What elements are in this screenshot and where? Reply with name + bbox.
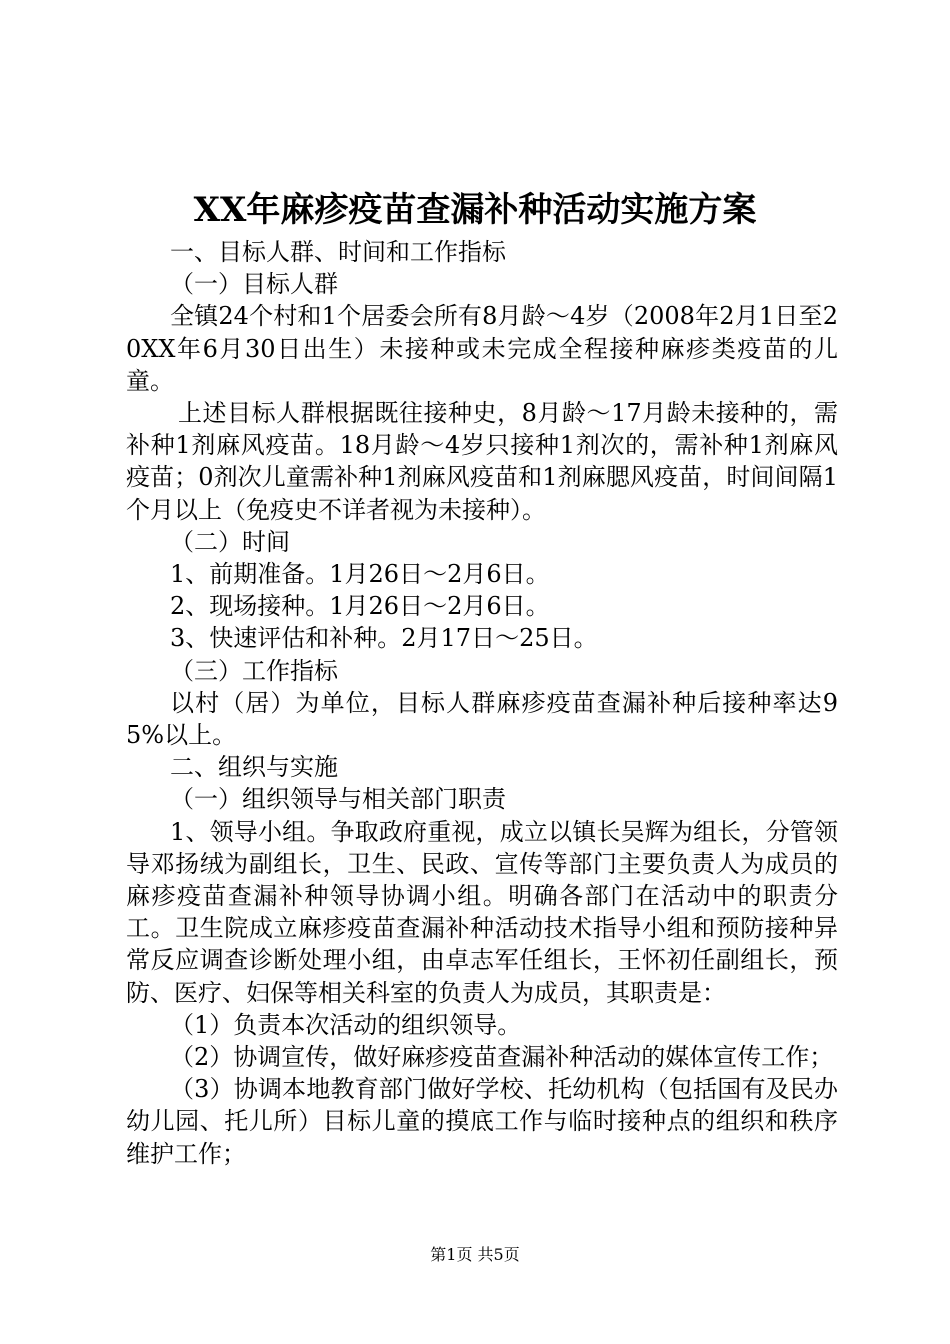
paragraph-leadership-group: 1、领导小组。争取政府重视，成立以镇长吴辉为组长，分管领导邓扬绒为副组长，卫生、民政、宣传等部门主要负责人为成员的麻疹疫苗查漏补种领导协调小组。明确各部门在活动中的职责分工。卫生院成立麻疹疫苗查漏补种活动技术指导小组和预防接种异常反应调查诊断处理小组，由卓志军任组长，王怀初任副组长，预防、医疗、妇保等相关科室的负责人为成员，其职责是：	[126, 817, 838, 1007]
section-heading-1: 一、目标人群、时间和工作指标	[170, 238, 506, 266]
document-title: XX年麻疹疫苗查漏补种活动实施方案	[193, 190, 757, 230]
paragraph-work-indicators: 以村（居）为单位，目标人群麻疹疫苗查漏补种后接种率达95%以上。	[126, 688, 838, 750]
list-item-rapid-assessment: 3、快速评估和补种。2月17日～25日。	[170, 624, 598, 653]
subsection-heading-organization: （一）组织领导与相关部门职责	[170, 785, 506, 814]
subsection-heading-time: （二）时间	[170, 527, 290, 556]
page-footer: 第1页 共5页	[430, 1245, 520, 1264]
subsection-heading-target-group: （一）目标人群	[170, 270, 338, 299]
paragraph-target-group: 全镇24个村和1个居委会所有8月龄～4岁（2008年2月1日至20XX年6月30日出生）未接种或未完成全程接种麻疹类疫苗的儿童。	[126, 302, 838, 395]
list-item-duty-1: （1）负责本次活动的组织领导。	[170, 1010, 522, 1039]
list-item-duty-3: （3）协调本地教育部门做好学校、托幼机构（包括国有及民办幼儿园、托儿所）目标儿童的摸底工作与临时接种点的组织和秩序维护工作；	[126, 1075, 838, 1168]
document-body	[126, 236, 838, 1170]
list-item-duty-2: （2）协调宣传，做好麻疹疫苗查漏补种活动的媒体宣传工作；	[170, 1043, 834, 1072]
subsection-heading-work-indicators: （三）工作指标	[170, 656, 338, 685]
list-item-onsite-vaccination: 2、现场接种。1月26日～2月6日。	[170, 592, 550, 621]
paragraph-vaccination-history: 上述目标人群根据既往接种史，8月龄～17月龄未接种的，需补种1剂麻风疫苗。18月龄～4岁只接种1剂次的，需补种1剂麻风疫苗；0剂次儿童需补种1剂麻风疫苗和1剂麻腮风疫苗，时间间隔1个月以上（免疫史不详者视为未接种）。	[126, 399, 838, 524]
section-heading-2: 二、组织与实施	[170, 753, 338, 782]
list-item-preparation: 1、前期准备。1月26日～2月6日。	[170, 560, 550, 589]
